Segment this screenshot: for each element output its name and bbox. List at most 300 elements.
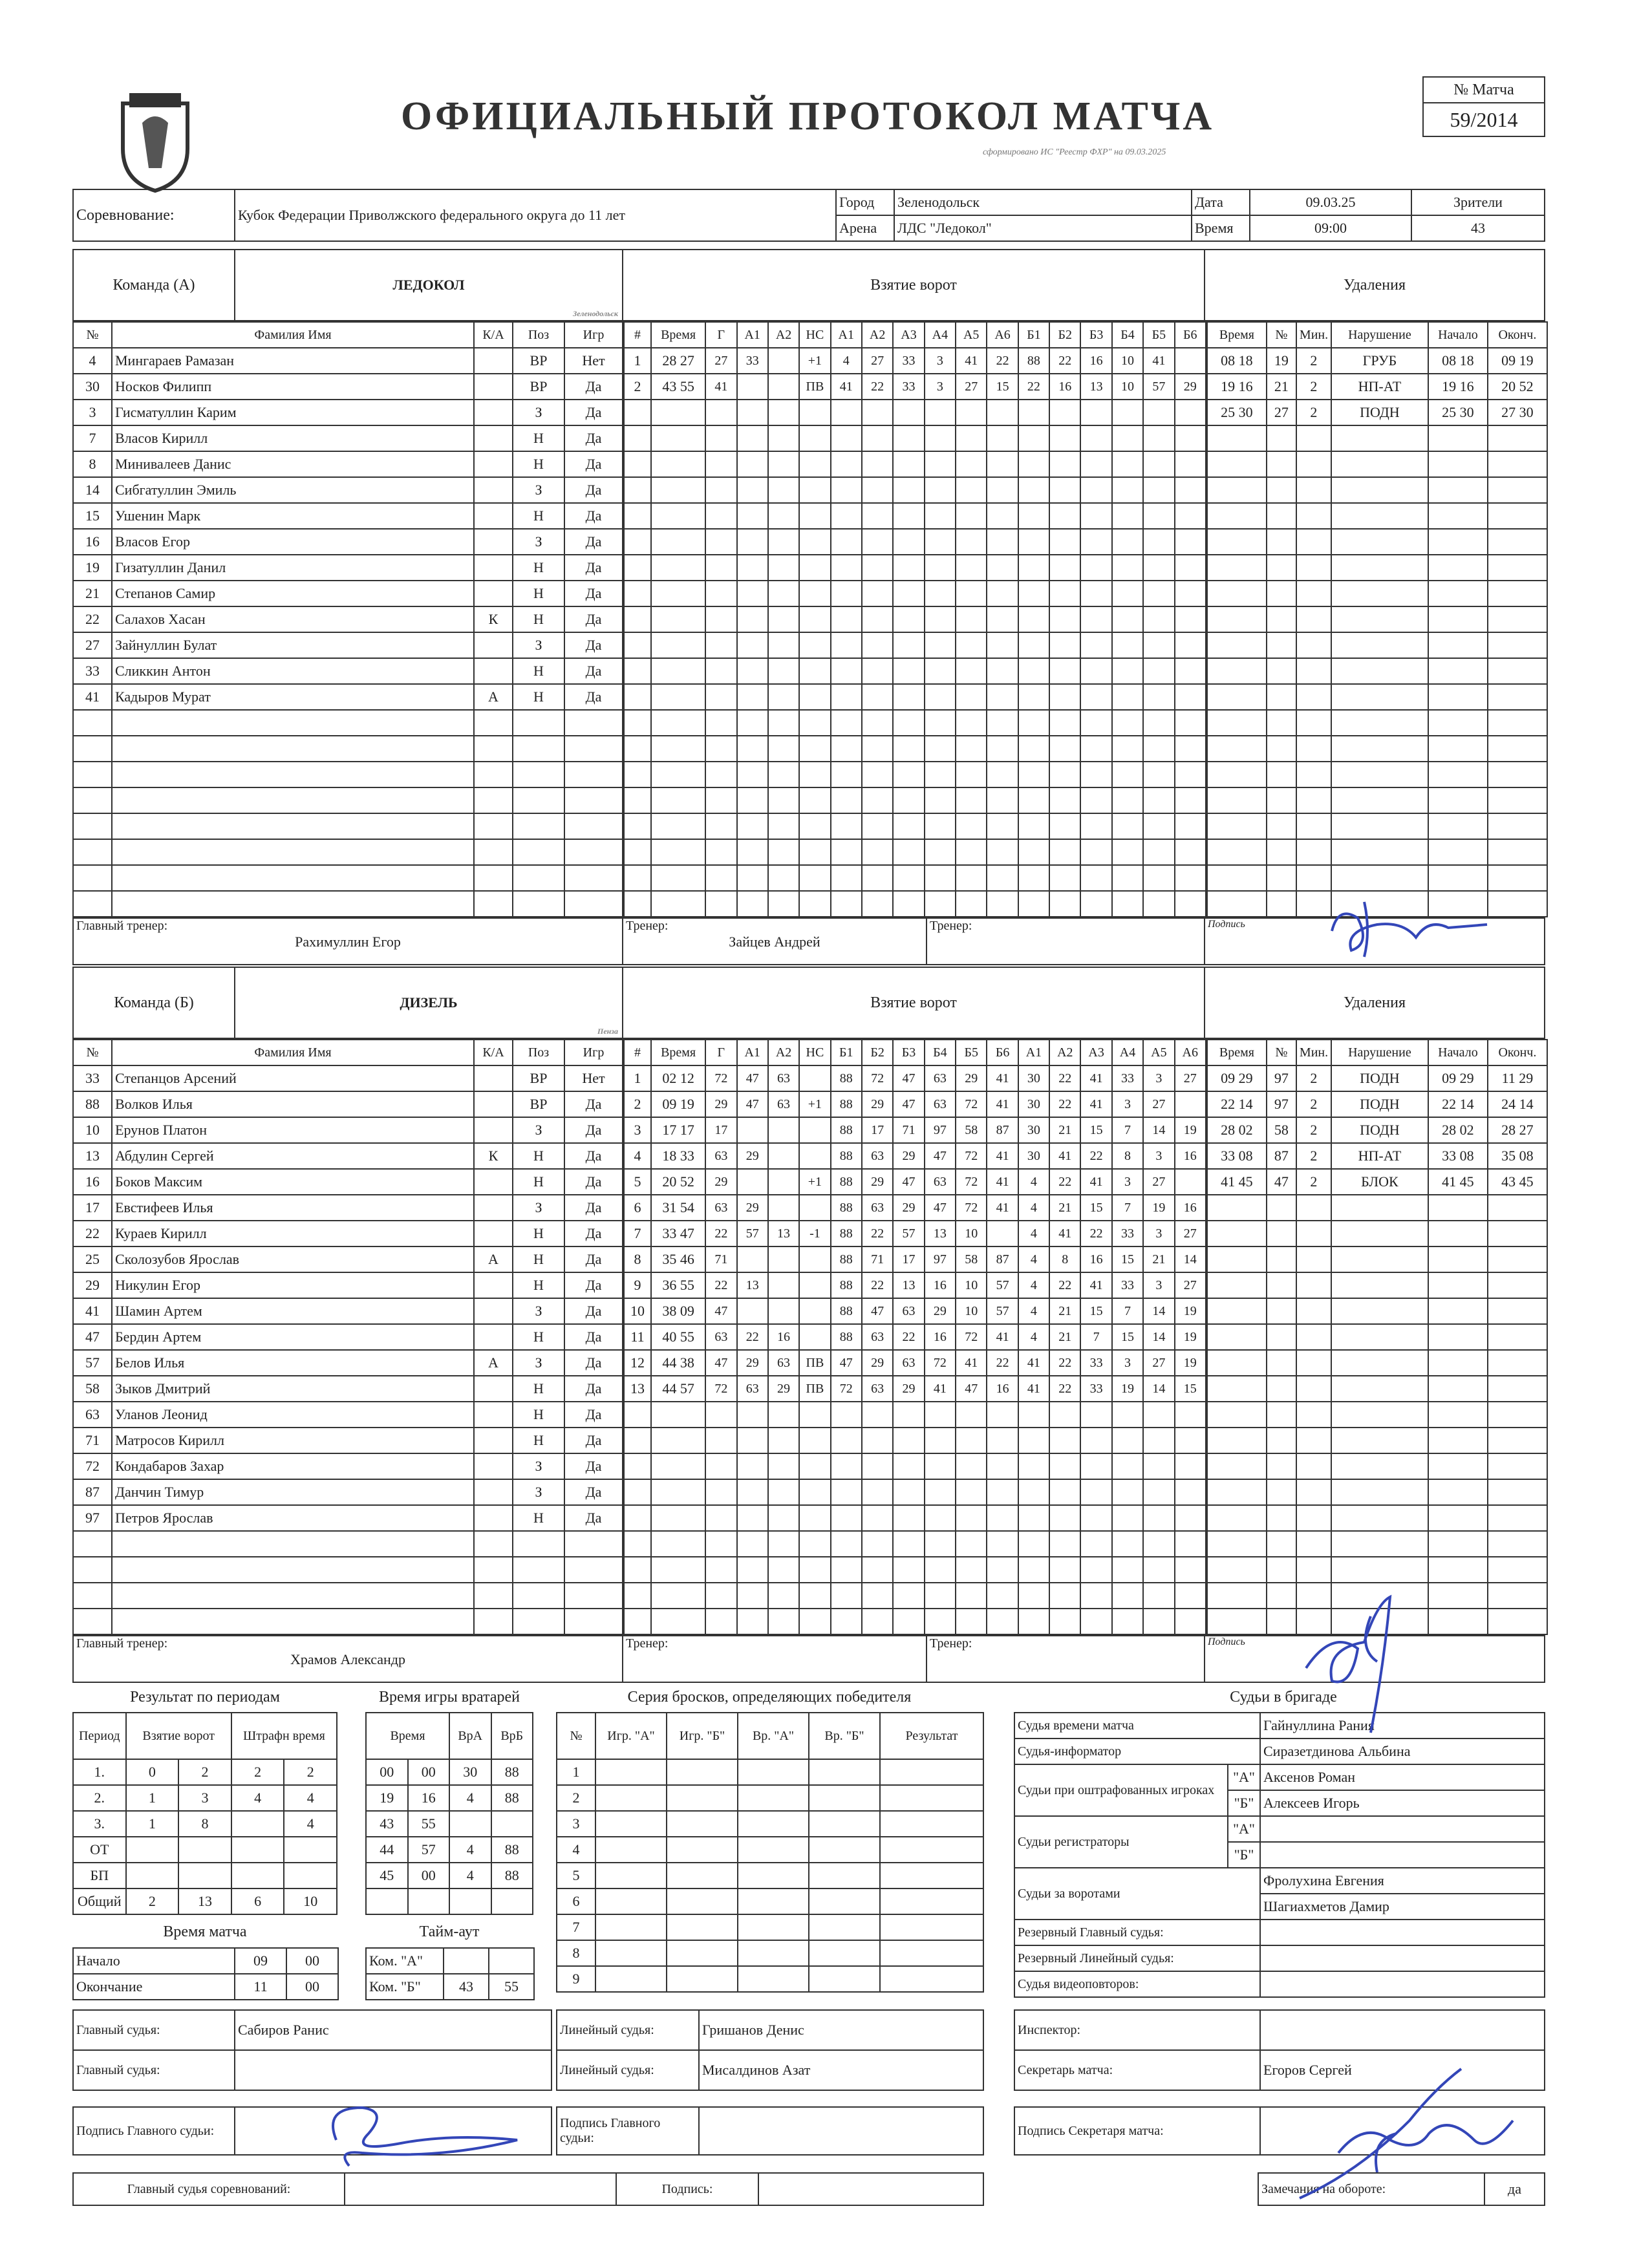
goal-cell (893, 529, 924, 555)
goal-cell (768, 891, 799, 917)
pen-cell (1207, 1557, 1267, 1583)
period-value: 8 (178, 1811, 231, 1837)
roster-row (73, 374, 623, 400)
goal-cell (737, 581, 768, 606)
player-role (474, 1583, 513, 1609)
goal-cell: 10 (956, 1298, 987, 1324)
goal-cell: 4 (1018, 1169, 1049, 1195)
goal-cell (862, 839, 893, 865)
goal-cell (831, 1531, 862, 1557)
pen-cell (1296, 1557, 1331, 1583)
goal-cell (987, 632, 1018, 658)
player-number: 10 (73, 1117, 112, 1143)
pen-cell (1428, 1324, 1488, 1350)
pen-cell (1428, 503, 1488, 529)
goal-cell (925, 477, 956, 503)
goal-cell: 10 (1112, 374, 1143, 400)
goal-cell: 88 (831, 1246, 862, 1272)
player-plays (564, 891, 623, 917)
roster-row (73, 1221, 623, 1246)
goal-cell (1175, 581, 1206, 606)
pen-cell (1207, 1479, 1267, 1505)
goal-cell (925, 1402, 956, 1428)
goal-cell (705, 1583, 736, 1609)
coach-a-signature (1319, 892, 1500, 963)
pen-cell (1207, 477, 1267, 503)
player-plays: Да (564, 1479, 623, 1505)
goal-cell: 3 (1143, 1272, 1174, 1298)
period-col-header: Период (73, 1713, 126, 1759)
goal-cell (768, 1479, 799, 1505)
player-role (474, 1428, 513, 1453)
player-name (112, 813, 474, 839)
match-meta (72, 189, 1545, 242)
pen-cell (1331, 1479, 1428, 1505)
player-position: Н (513, 425, 564, 451)
roster-col-header: № (73, 1040, 112, 1065)
goal-cell (987, 787, 1018, 813)
player-position (513, 1609, 564, 1634)
pen-cell (1267, 1453, 1296, 1479)
pen-cell (1488, 1221, 1547, 1246)
pen-cell (1296, 736, 1331, 762)
goal-cell: 63 (925, 1091, 956, 1117)
goal-cell (737, 1246, 768, 1272)
player-number (73, 762, 112, 787)
player-plays: Да (564, 477, 623, 503)
roster-row (73, 684, 623, 710)
goal-number: 12 (624, 1350, 651, 1376)
goal-cell (737, 839, 768, 865)
player-position: Н (513, 658, 564, 684)
goal-time: 44 57 (651, 1376, 705, 1402)
pen-time: 25 30 (1207, 400, 1267, 425)
arena-label: Арена (836, 215, 894, 241)
pen-start: 08 18 (1428, 348, 1488, 374)
goal-cell (1112, 1609, 1143, 1634)
goal-cell (1080, 1505, 1111, 1531)
goal-cell (1175, 891, 1206, 917)
goal-cell (831, 1583, 862, 1609)
penalty-judges-label: Судьи при оштрафованных игроках (1014, 1764, 1228, 1816)
team-a-goals (623, 321, 1206, 917)
period-value (231, 1811, 284, 1837)
player-number: 17 (73, 1195, 112, 1221)
goal-cell: 30 (1018, 1065, 1049, 1091)
team-a-header (72, 249, 1545, 321)
pen-cell (1428, 425, 1488, 451)
team-a-coach2-label: Тренер: (930, 919, 972, 933)
player-number: 97 (73, 1505, 112, 1531)
player-plays (564, 865, 623, 891)
goal-cell (893, 1453, 924, 1479)
player-position: З (513, 529, 564, 555)
goalie-value (449, 1888, 491, 1914)
pen-cell (1331, 477, 1428, 503)
roster-row (73, 1376, 623, 1402)
goal-cell (799, 477, 830, 503)
goal-cell (624, 1402, 651, 1428)
goal-col-header: А1 (737, 322, 768, 348)
main-judge-1: Сабиров Ранис (235, 2010, 552, 2050)
video-judge-value (1260, 1971, 1545, 1997)
goal-cell (1143, 787, 1174, 813)
goal-cell: 47 (737, 1091, 768, 1117)
team-a-coach: Зайцев Андрей (729, 934, 820, 950)
reserve-main-label: Резервный Главный судья: (1014, 1920, 1260, 1945)
goal-cell (862, 477, 893, 503)
goal-cell: 41 (1080, 1272, 1111, 1298)
pen-violation: ПОДН (1331, 1091, 1428, 1117)
goalie-col-header: ВрА (449, 1713, 491, 1759)
player-role (474, 1402, 513, 1428)
pen-end: 11 29 (1488, 1065, 1547, 1091)
pen-violation: ГРУБ (1331, 348, 1428, 374)
page-title: ОФИЦИАЛЬНЫЙ ПРОТОКОЛ МАТЧА (401, 94, 1215, 138)
goal-cell (925, 658, 956, 684)
goal-time: 40 55 (651, 1324, 705, 1350)
goal-cell: 29 (737, 1195, 768, 1221)
pen-minutes: 2 (1296, 1117, 1331, 1143)
goal-cell (893, 865, 924, 891)
goal-col-header: Б4 (925, 1040, 956, 1065)
roster-row (73, 606, 623, 632)
pen-cell (1267, 1479, 1296, 1505)
goal-cell: 29 (768, 1376, 799, 1402)
player-position (513, 787, 564, 813)
goal-cell (624, 891, 651, 917)
pen-cell (1296, 839, 1331, 865)
player-plays: Да (564, 1428, 623, 1453)
goal-cell (1143, 891, 1174, 917)
goal-cell (987, 1428, 1018, 1453)
goal-cell: 63 (768, 1350, 799, 1376)
roster-row (73, 477, 623, 503)
pen-cell (1296, 529, 1331, 555)
penalty-row (1207, 1298, 1547, 1324)
player-name: Бердин Артем (112, 1324, 474, 1350)
shootout-cell (595, 1863, 667, 1888)
player-role (474, 1065, 513, 1091)
periods-table (72, 1712, 338, 1915)
goal-cell (925, 1583, 956, 1609)
pen-minutes: 2 (1296, 374, 1331, 400)
goal-cell (1049, 1402, 1080, 1428)
penalty-row (1207, 1143, 1547, 1169)
player-role (474, 1453, 513, 1479)
goal-cell (893, 1531, 924, 1557)
time-value: 09:00 (1250, 215, 1411, 241)
pen-cell (1488, 606, 1547, 632)
penalty-row (1207, 710, 1547, 736)
goal-cell (1018, 658, 1049, 684)
player-number (73, 865, 112, 891)
player-position: ВР (513, 374, 564, 400)
goalie-value: 45 (366, 1863, 408, 1888)
period-row (73, 1759, 337, 1785)
goal-cell (831, 1609, 862, 1634)
goal-cell (651, 1453, 705, 1479)
goal-col-header: Б6 (1175, 322, 1206, 348)
goal-number: 13 (624, 1376, 651, 1402)
goal-cell (705, 1479, 736, 1505)
goal-cell (1175, 710, 1206, 736)
goal-cell (768, 425, 799, 451)
goal-cell (737, 710, 768, 736)
goal-cell: 71 (705, 1246, 736, 1272)
goal-cell (1018, 1505, 1049, 1531)
roster-row (73, 632, 623, 658)
player-number (73, 736, 112, 762)
pen-cell (1331, 1505, 1428, 1531)
goal-cell: 15 (1112, 1246, 1143, 1272)
goal-cell (925, 400, 956, 425)
shootout-cell (667, 1940, 738, 1966)
goal-cell: 57 (987, 1272, 1018, 1298)
match-end-mm: 00 (286, 1974, 338, 2000)
team-b-sig-label: Подпись (1208, 1636, 1245, 1647)
pen-cell (1331, 1428, 1428, 1453)
roster-col-header: Поз (513, 322, 564, 348)
goal-cell (1175, 813, 1206, 839)
penalty-judge-a: Аксенов Роман (1260, 1764, 1545, 1790)
goal-cell: 7 (1112, 1298, 1143, 1324)
goal-cell (893, 736, 924, 762)
goal-col-header: А2 (768, 1040, 799, 1065)
goal-col-header: А3 (1080, 1040, 1111, 1065)
player-plays: Да (564, 555, 623, 581)
pen-cell (1267, 425, 1296, 451)
goal-cell (768, 348, 799, 374)
shootout-cell (595, 1837, 667, 1863)
goal-cell (799, 1453, 830, 1479)
goal-cell (956, 684, 987, 710)
goal-cell: 7 (1080, 1324, 1111, 1350)
goal-cell (624, 1505, 651, 1531)
shootout-col-header: Вр. "А" (738, 1713, 809, 1759)
goal-cell (651, 891, 705, 917)
player-plays: Да (564, 632, 623, 658)
goal-cell: 88 (831, 1298, 862, 1324)
goal-cell: 30 (1018, 1117, 1049, 1143)
pen-cell (1296, 1324, 1331, 1350)
period-value: 1 (126, 1811, 179, 1837)
penalty-row (1207, 1557, 1547, 1583)
penalty-row (1207, 787, 1547, 813)
player-plays: Да (564, 1091, 623, 1117)
goal-number: 10 (624, 1298, 651, 1324)
goal-cell: 14 (1143, 1298, 1174, 1324)
registrar-b-mark: "Б" (1228, 1842, 1260, 1868)
goal-row (624, 1583, 1206, 1609)
team-b-roster (72, 1039, 623, 1635)
comp-sig-label: Подпись: (616, 2173, 758, 2205)
goal-cell (1018, 477, 1049, 503)
shootout-cell (880, 1811, 983, 1837)
goal-col-header: А6 (1175, 1040, 1206, 1065)
player-number: 71 (73, 1428, 112, 1453)
goal-cell (768, 1272, 799, 1298)
remarks-label: Замечания на обороте: (1258, 2173, 1484, 2205)
pen-cell (1207, 1272, 1267, 1298)
goal-cell (1175, 477, 1206, 503)
goal-cell: 13 (893, 1272, 924, 1298)
goal-cell (1080, 684, 1111, 710)
player-plays: Да (564, 581, 623, 606)
player-name (112, 736, 474, 762)
pen-cell (1267, 1324, 1296, 1350)
roster-row (73, 865, 623, 891)
goal-cell (1175, 348, 1206, 374)
player-role (474, 581, 513, 606)
player-role (474, 1479, 513, 1505)
penalty-row (1207, 1169, 1547, 1195)
pen-start: 25 30 (1428, 400, 1488, 425)
goal-cell (737, 1402, 768, 1428)
goal-cell (1018, 581, 1049, 606)
goal-cell (705, 632, 736, 658)
goal-cell (737, 400, 768, 425)
shootout-number: 1 (557, 1759, 595, 1785)
player-role (474, 503, 513, 529)
pen-cell (1296, 555, 1331, 581)
pen-cell (1331, 839, 1428, 865)
goal-cell (956, 529, 987, 555)
goalie-value: 44 (366, 1837, 408, 1863)
goal-cell: 29 (862, 1350, 893, 1376)
goal-cell (831, 865, 862, 891)
goal-cell: 4 (831, 348, 862, 374)
player-position: З (513, 1117, 564, 1143)
goal-cell: 22 (705, 1221, 736, 1246)
player-role (474, 529, 513, 555)
penalty-row (1207, 1505, 1547, 1531)
goal-cell (1175, 1428, 1206, 1453)
goalie-title: Время игры вратарей (379, 1689, 520, 1706)
goal-cell (1175, 1479, 1206, 1505)
roster-col-header: Фамилия Имя (112, 1040, 474, 1065)
pen-cell (1331, 503, 1428, 529)
pen-time: 08 18 (1207, 348, 1267, 374)
penalty-row (1207, 1091, 1547, 1117)
pen-end: 20 52 (1488, 374, 1547, 400)
goal-cell (768, 684, 799, 710)
goal-cell: 19 (1112, 1376, 1143, 1402)
pen-cell (1488, 1298, 1547, 1324)
goal-cell: +1 (799, 1091, 830, 1117)
goal-cell (1049, 503, 1080, 529)
goal-cell: 27 (1175, 1065, 1206, 1091)
pen-cell (1207, 1246, 1267, 1272)
penalty-row (1207, 1402, 1547, 1428)
period-value (178, 1863, 231, 1888)
registrars-label: Судьи регистраторы (1014, 1816, 1228, 1868)
goal-time: 28 27 (651, 348, 705, 374)
goal-cell (862, 425, 893, 451)
goal-cell: 33 (1112, 1221, 1143, 1246)
goal-cell (987, 813, 1018, 839)
goal-cell (799, 1246, 830, 1272)
goal-cell: 63 (862, 1195, 893, 1221)
goal-cell (831, 762, 862, 787)
goal-cell (925, 865, 956, 891)
player-position: Н (513, 1324, 564, 1350)
period-value (178, 1837, 231, 1863)
shootout-number: 8 (557, 1940, 595, 1966)
goal-row (624, 1479, 1206, 1505)
goal-cell: 47 (956, 1376, 987, 1402)
goalie-value: 88 (491, 1837, 533, 1863)
penalty-b-mark: "Б" (1228, 1790, 1260, 1816)
shootout-number: 3 (557, 1811, 595, 1837)
goal-cell (1018, 400, 1049, 425)
player-name: Гизатуллин Данил (112, 555, 474, 581)
goal-cell (1112, 606, 1143, 632)
goal-row (624, 1453, 1206, 1479)
goal-cell (956, 1428, 987, 1453)
goal-cell (624, 736, 651, 762)
goal-cell (799, 839, 830, 865)
goal-cell (737, 1609, 768, 1634)
goal-cell (1080, 632, 1111, 658)
player-name: Салахов Хасан (112, 606, 474, 632)
pen-cell (1488, 1583, 1547, 1609)
goal-cell (987, 1402, 1018, 1428)
player-position: З (513, 1453, 564, 1479)
goal-cell (624, 839, 651, 865)
goal-cell (831, 400, 862, 425)
goal-cell (737, 606, 768, 632)
goal-cell (987, 555, 1018, 581)
player-number: 41 (73, 684, 112, 710)
pen-cell (1267, 658, 1296, 684)
goal-cell (1143, 1402, 1174, 1428)
goal-cell (624, 400, 651, 425)
shootout-row (557, 1888, 983, 1914)
player-number (73, 787, 112, 813)
player-position: Н (513, 606, 564, 632)
shootout-cell (667, 1863, 738, 1888)
player-name: Шамин Артем (112, 1298, 474, 1324)
goal-cell (1080, 710, 1111, 736)
pen-col-header: Мин. (1296, 1040, 1331, 1065)
goal-cell (768, 1298, 799, 1324)
goal-row (624, 1221, 1206, 1246)
pen-cell (1428, 581, 1488, 606)
player-name: Белов Илья (112, 1350, 474, 1376)
goal-cell (799, 1195, 830, 1221)
goal-cell (1018, 891, 1049, 917)
goal-cell: 3 (925, 374, 956, 400)
goal-cell (651, 425, 705, 451)
pen-violation: БЛОК (1331, 1169, 1428, 1195)
pen-cell (1207, 503, 1267, 529)
goal-cell (705, 710, 736, 736)
shootout-cell (595, 1811, 667, 1837)
goal-cell (893, 787, 924, 813)
pen-end: 27 30 (1488, 400, 1547, 425)
goalie-col-header: ВрБ (491, 1713, 533, 1759)
goal-cell (1018, 1583, 1049, 1609)
pen-cell (1428, 1402, 1488, 1428)
player-role (474, 813, 513, 839)
pen-cell (1488, 1402, 1547, 1428)
goal-cell (1112, 581, 1143, 606)
goal-cell (651, 529, 705, 555)
goal-cell (893, 684, 924, 710)
pen-cell (1296, 1195, 1331, 1221)
goal-cell (862, 658, 893, 684)
